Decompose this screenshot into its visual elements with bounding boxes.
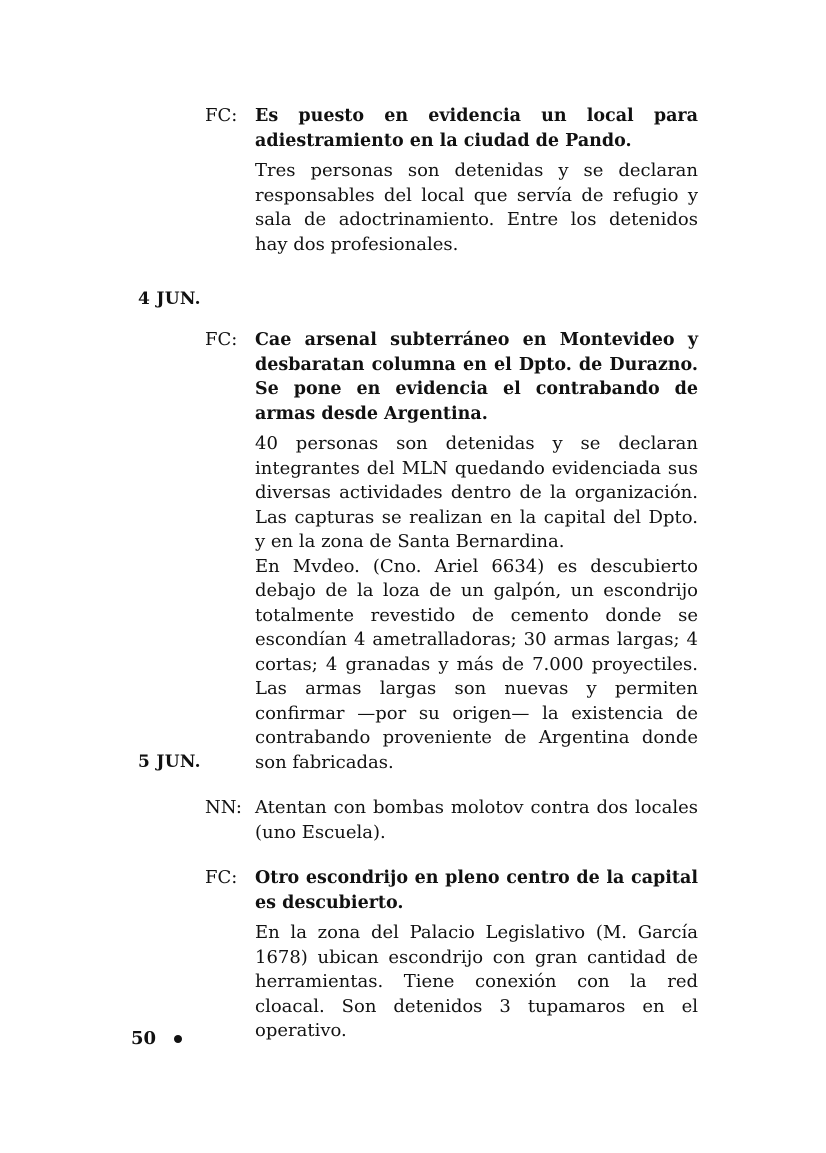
entry-code: FC: <box>205 867 238 888</box>
entry-pando <box>205 104 700 257</box>
date-heading: 4 JUN. <box>138 289 201 309</box>
entry-escondrijo <box>205 866 700 1044</box>
date-heading: 5 JUN. <box>138 752 201 772</box>
entry-molotov <box>205 796 700 845</box>
entry-body <box>255 328 698 775</box>
entry-paragraph: En la zona del Palacio Legislativo (M. García 1678) ubican escondrijo con gran cantidad de herramientas. Tiene conexión con la red cloacal. Son detenidos 3 tupamaros en el operativo. <box>255 922 698 1041</box>
entry-paragraph: En Mvdeo. (Cno. Ariel 6634) es descubierto debajo de la loza de un galpón, un escondrijo totalmente revestido de cemento donde se escondían 4 ametralladoras; 30 armas largas; 4 cortas; 4 granadas y más de 7.000 proyectiles. Las armas largas son nuevas y permiten confirmar —por su origen— la existencia de contrabando proveniente de Argentina donde son fabricadas. <box>255 555 698 773</box>
entry-arsenal <box>205 328 700 775</box>
entry-paragraph: Atentan con bombas molotov contra dos locales (uno Escuela). <box>255 797 698 843</box>
entry-headline: Es puesto en evidencia un local para adiestramiento en la ciudad de Pando. <box>255 106 698 151</box>
entry-code: NN: <box>205 797 242 818</box>
bullet-icon <box>174 1035 182 1043</box>
entry-headline: Cae arsenal subterráneo en Montevideo y desbaratan columna en el Dpto. de Durazno. Se pone en evidencia el contrabando de armas desde Argentina. <box>255 330 698 424</box>
entry-paragraph: Tres personas son detenidas y se declaran responsables del local que servía de refugio y sala de adoctrinamiento. Entre los detenidos hay dos profesionales. <box>255 160 698 255</box>
entry-code: FC: <box>205 105 238 126</box>
entry-body <box>255 104 698 257</box>
entry-body <box>255 796 698 845</box>
entry-headline: Otro escondrijo en pleno centro de la capital es descubierto. <box>255 868 698 913</box>
entry-paragraph: 40 personas son detenidas y se declaran integrantes del MLN quedando evidenciada sus diversas actividades dentro de la organización. Las capturas se realizan en la capital del Dpto. y en la zona de Santa Bernardina. <box>255 433 698 552</box>
entry-body <box>255 866 698 1044</box>
page-footer <box>131 1028 182 1049</box>
page-number: 50 <box>131 1028 157 1049</box>
entry-code: FC: <box>205 329 238 350</box>
